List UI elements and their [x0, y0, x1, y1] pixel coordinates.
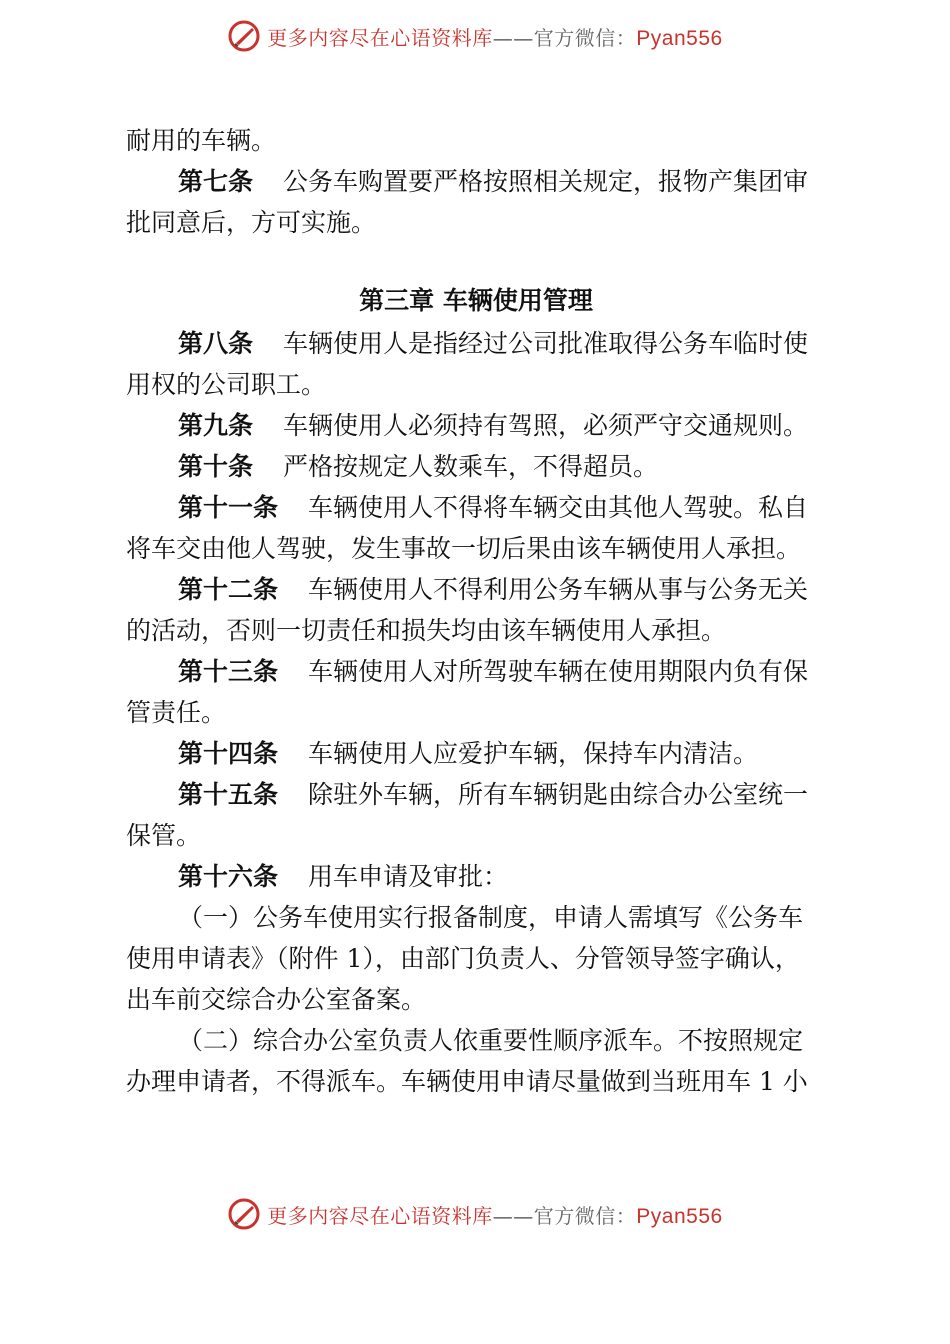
paragraph-line: 出车前交综合办公室备案。 [126, 985, 427, 1014]
article-9: 第九条 车辆使用人必须持有驾照，必须严守交通规则。 [178, 411, 809, 440]
article-label: 第十条 [178, 452, 254, 481]
paragraph-line: 使用申请表》（附件 1），由部门负责人、分管领导签字确认， [126, 944, 800, 973]
watermark-header [0, 14, 950, 58]
article-11: 第十一条 车辆使用人不得将车辆交由其他人驾驶。私自 [178, 493, 809, 522]
article-8: 第八条 车辆使用人是指经过公司批准取得公务车临时使 [178, 329, 809, 358]
paragraph-line: 将车交由他人驾驶，发生事故一切后果由该车辆使用人承担。 [126, 534, 802, 563]
article-label: 第十六条 [178, 862, 279, 891]
paragraph-line: 批同意后，方可实施。 [126, 208, 377, 237]
paragraph-line: 保管。 [126, 821, 202, 850]
article-label: 第十二条 [178, 575, 279, 604]
watermark-footer [0, 1192, 950, 1236]
paragraph-line: 管责任。 [126, 698, 227, 727]
article-label: 第八条 [178, 329, 254, 358]
clause-1: （一）公务车使用实行报备制度，申请人需填写《公务车 [178, 903, 804, 932]
article-14: 第十四条 车辆使用人应爱护车辆，保持车内清洁。 [178, 739, 759, 768]
article-label: 第十三条 [178, 657, 279, 686]
article-label: 第十一条 [178, 493, 279, 522]
article-label: 第十五条 [178, 780, 279, 809]
article-7: 第七条 公务车购置要严格按照相关规定，报物产集团审 [178, 167, 809, 196]
chapter-title: 第三章 车辆使用管理 [359, 286, 593, 315]
watermark-text: 更多内容尽在心语资料库——官方微信：Pyan556 [267, 1203, 723, 1228]
watermark-text: 更多内容尽在心语资料库——官方微信：Pyan556 [267, 25, 723, 50]
article-10: 第十条 严格按规定人数乘车，不得超员。 [178, 452, 659, 481]
paragraph-line: 的活动，否则一切责任和损失均由该车辆使用人承担。 [126, 616, 727, 645]
brush-logo-icon [227, 19, 261, 53]
article-label: 第九条 [178, 411, 254, 440]
paragraph-line: 用权的公司职工。 [126, 370, 327, 399]
article-label: 第十四条 [178, 739, 279, 768]
document-body [126, 120, 826, 1102]
paragraph-line: 办理申请者，不得派车。车辆使用申请尽量做到当班用车 1 小 [126, 1067, 808, 1096]
article-13: 第十三条 车辆使用人对所驾驶车辆在使用期限内负有保 [178, 657, 809, 686]
article-15: 第十五条 除驻外车辆，所有车辆钥匙由综合办公室统一 [178, 780, 809, 809]
paragraph-line: 耐用的车辆。 [126, 126, 277, 155]
article-12: 第十二条 车辆使用人不得利用公务车辆从事与公务无关 [178, 575, 809, 604]
clause-2: （二）综合办公室负责人依重要性顺序派车。不按照规定 [178, 1026, 804, 1055]
article-16: 第十六条 用车申请及审批： [178, 862, 509, 891]
article-label: 第七条 [178, 167, 254, 196]
brush-logo-icon [227, 1197, 261, 1231]
